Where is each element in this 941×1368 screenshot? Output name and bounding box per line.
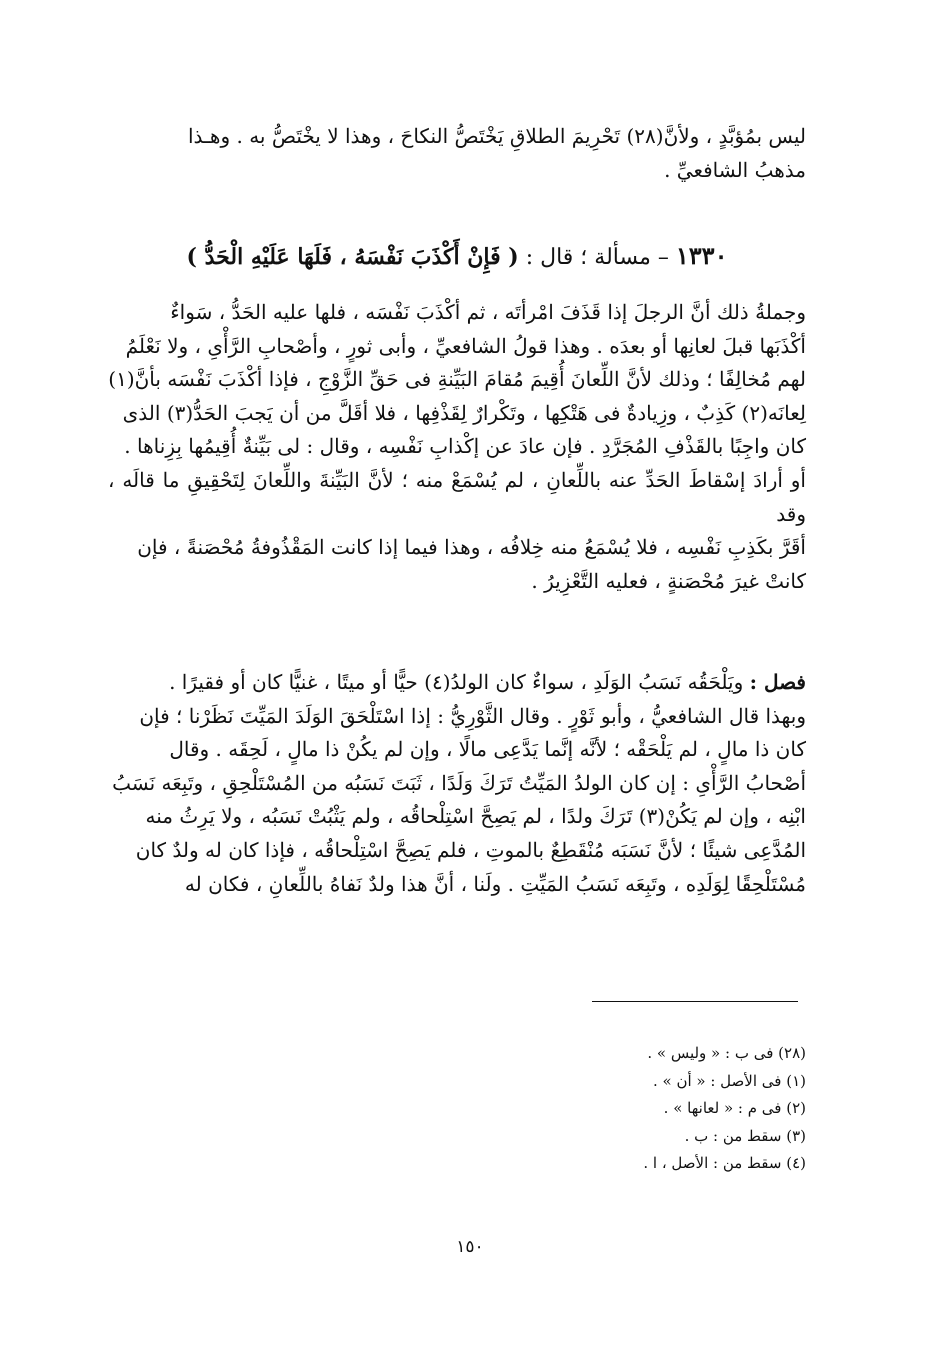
text-line: ابْنِه ، وإن لم يَكُنْ(٣) تَرَكَ ولدًا ، لم يَصِحَّ اسْتِلْحاقُه ، ولم يَثْبُتْ نَسَبُه ، ولا يَرِثُ منه <box>145 804 806 829</box>
text-line: كان ذا مالٍ ، لم يَلْحَقْه ؛ لأنَّه إنَّما يَدَّعِى مالًا ، وإن لم يكُنْ ذا مالٍ ، لَحِقَه . وقال <box>169 737 806 762</box>
masala-intro: مسألة ؛ قال : <box>525 245 651 270</box>
text-line: أصْحابُ الرَّأْىِ : إن كان الولدُ المَيِّتُ تَرَكَ وَلَدًا ، ثَبَتَ نَسَبُه من المُسْتَلْحِقِ ، وتَبِعَه نَسَبُ <box>112 770 806 795</box>
footnote: (٤) سقط من : الأصل ، ا . <box>643 1154 806 1172</box>
text-line: وبهذا قال الشافعيُّ ، وأبو ثَوْرٍ . وقال الثَّوْرِيُّ : إذا اسْتَلْحَقَ الوَلَدَ المَيِّتَ نَظَرْنا ؛ فإن <box>139 703 806 728</box>
text-line: المُدَّعِى شيئًا ؛ لأنَّ نَسَبَه مُنْقَطِعٌ بالموتِ ، فلم يَصِحَّ اسْتِلْحاقُه ، فإذا كان له ولدٌ كان <box>135 837 806 862</box>
text-line: وجملةُ ذلك أنَّ الرجلَ إذا قَذَفَ امْرأتَه ، ثم أكْذَبَ نَفْسَه ، فلها عليه الحَدُّ ، سَواءٌ <box>170 300 806 324</box>
masala-number: ١٣٣٠ <box>675 241 728 270</box>
page-number: ١٥٠ <box>456 1237 484 1257</box>
text-line: أقَرَّ بكَذِبِ نَفْسِه ، فلا يُسْمَعُ منه خِلافُه ، وهذا فيما إذا كانت المَقْذُوفةُ مُحْصَنةً ، فإن <box>137 535 806 560</box>
footnote: (١) فى الأصل : « أن » . <box>652 1071 806 1090</box>
fasl-section <box>108 666 806 901</box>
text-line: لِعانَه(٢) كَذِبٌ ، وزِيادةٌ فى هَتْكِها ، وتَكْرارٌ لِقَذْفِها ، فلا أقَلَّ من أن يَجبَ الحَدُّ(٣) الذى <box>122 400 806 425</box>
footnotes <box>400 1040 806 1178</box>
masala-heading <box>108 238 806 276</box>
footnote: (٢٨) فى ب : « وليس » . <box>647 1044 806 1062</box>
fasl-first-line: ويَلْحَقُه نَسَبُ الوَلَدِ ، سواءٌ كان الولدُ(٤) حيًّا أو ميتًا ، غنيًّا كان أو فقيرًا . <box>169 670 744 694</box>
footnote: (٣) سقط من : ب . <box>684 1126 806 1145</box>
paragraph-top <box>108 120 806 187</box>
footnote: (٢) فى م : « لعانها » . <box>663 1099 806 1117</box>
text-line: أكْذَبَها قبلَ لعانِها أو بعدَه . وهذا قولُ الشافعيِّ ، وأبى ثورٍ ، وأصْحابِ الرَّأْىِ ، ولا نَعْلَمُ <box>125 333 806 358</box>
text-line: كانتْ غيرَ مُحْصَنةٍ ، فعليه التَّعْزِيرُ . <box>531 568 806 593</box>
heading-dash: – <box>657 245 669 270</box>
text-line: مذهبُ الشافعيِّ . <box>664 157 806 182</box>
text-line <box>108 666 806 700</box>
text-line: أو أرادَ إسْقاطَ الحَدِّ عنه باللِّعانِ ، لم يُسْمَعْ منه ؛ لأنَّ البَيِّنةَ واللِّعانَ لِتَحْقِيقِ ما قالَه ، وقد <box>108 467 806 526</box>
fasl-label: فصل : <box>749 670 806 694</box>
text-line: ليس بمُؤبَّدٍ ، ولأنَّ(٢٨) تَحْرِيمَ الطلاقِ يَخْتَصُّ النكاحَ ، وهذا لا يخْتَصُّ به . وهـذا <box>188 124 806 148</box>
masala-quote: ( فَإِنْ أَكْذَبَ نَفْسَهُ ، فَلَهَا عَلَيْهِ الْحَدُّ ) <box>186 244 519 270</box>
paragraph-explanation <box>108 296 806 598</box>
text-line: لهم مُخالِفًا ؛ وذلك لأنَّ اللِّعانَ أُقِيمَ مُقامَ البَيِّنةِ فى حَقِّ الزَّوْجِ ، فإذا أكْذَبَ نَفْسَه بأنَّ(١) <box>108 367 806 392</box>
footnote-divider <box>592 1001 798 1002</box>
text-line: كان واجِبًا بالقَذْفِ المُجَرَّدِ . فإن عادَ عن إكْذابِ نَفْسِه ، وقال : لى بَيِّنةٌ أُقِيمُها بِزِناها . <box>124 434 806 459</box>
text-line: مُسْتَلْحِقًا لِوَلَدِه ، وتَبِعَه نَسَبُ المَيِّتِ . ولَنا ، أنَّ هذا ولدٌ نَفاهُ باللِّعانِ ، فكان له <box>184 871 806 896</box>
